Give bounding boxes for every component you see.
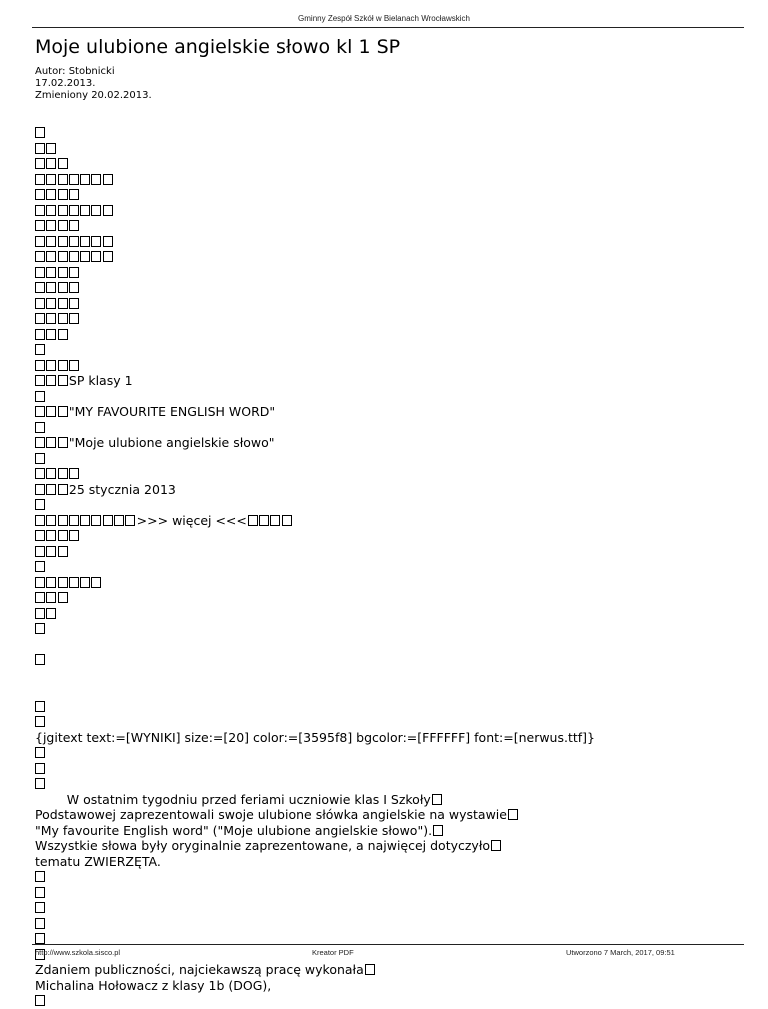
body-line [35,730,595,746]
missing-glyph-icon [35,918,45,929]
missing-glyph-icon [58,236,68,247]
body-line [35,358,595,374]
missing-glyph-icon [80,515,90,526]
missing-glyph-icon [80,251,90,262]
body-line [35,466,595,482]
missing-glyph-icon [58,468,68,479]
body-line [35,590,595,606]
missing-glyph-icon [46,468,56,479]
missing-glyph-icon [58,546,68,557]
body-line [35,296,595,312]
body-line [35,497,595,513]
missing-glyph-icon [46,174,56,185]
missing-glyph-icon [282,515,292,526]
missing-glyph-icon [91,515,101,526]
missing-glyph-icon [69,174,79,185]
missing-glyph-icon [58,158,68,169]
missing-glyph-icon [80,174,90,185]
missing-glyph-icon [35,437,45,448]
missing-glyph-icon [125,515,135,526]
missing-glyph-icon [103,205,113,216]
missing-glyph-icon [58,515,68,526]
body-text: Zdaniem publiczności, najciekawszą pracę wykonała [35,962,364,977]
missing-glyph-icon [35,375,45,386]
missing-glyph-icon [91,205,101,216]
missing-glyph-icon [35,887,45,898]
missing-glyph-icon [35,189,45,200]
body-line [35,854,595,870]
body-line [35,265,595,281]
missing-glyph-icon [35,499,45,510]
missing-glyph-icon [35,468,45,479]
missing-glyph-icon [58,375,68,386]
footer-created: Utworzono 7 March, 2017, 09:51 [566,948,675,957]
missing-glyph-icon [35,127,45,138]
missing-glyph-icon [46,205,56,216]
missing-glyph-icon [91,174,101,185]
missing-glyph-icon [46,484,56,495]
missing-glyph-icon [270,515,280,526]
missing-glyph-icon [46,592,56,603]
missing-glyph-icon [35,267,45,278]
body-line [35,559,595,575]
modified-line: Zmieniony 20.02.2013. [35,90,152,101]
missing-glyph-icon [103,236,113,247]
missing-glyph-icon [46,189,56,200]
body-line [35,528,595,544]
missing-glyph-icon [35,778,45,789]
missing-glyph-icon [46,360,56,371]
body-text: W ostatnim tygodniu przed feriami uczniowie klas I Szkoły [35,791,431,807]
missing-glyph-icon [35,158,45,169]
missing-glyph-icon [103,515,113,526]
missing-glyph-icon [80,577,90,588]
missing-glyph-icon [35,608,45,619]
missing-glyph-icon [69,577,79,588]
missing-glyph-icon [46,220,56,231]
body-text: "Moje ulubione angielskie słowo" [68,435,275,450]
body-line [35,745,595,761]
missing-glyph-icon [35,313,45,324]
missing-glyph-icon [35,422,45,433]
body-line [35,482,595,498]
missing-glyph-icon [91,577,101,588]
missing-glyph-icon [58,251,68,262]
body-text: SP klasy 1 [68,373,133,388]
body-line [35,280,595,296]
missing-glyph-icon [69,298,79,309]
missing-glyph-icon [35,282,45,293]
missing-glyph-icon [69,251,79,262]
missing-glyph-icon [46,608,56,619]
missing-glyph-icon [508,809,518,820]
missing-glyph-icon [46,158,56,169]
missing-glyph-icon [46,530,56,541]
missing-glyph-icon [35,902,45,913]
missing-glyph-icon [365,964,375,975]
missing-glyph-icon [46,546,56,557]
missing-glyph-icon [46,437,56,448]
body-text: "My favourite English word" ("Moje ulubione angielskie słowo"). [35,822,433,838]
missing-glyph-icon [58,577,68,588]
author-line: Autor: Stobnicki [35,66,115,77]
body-line [35,156,595,172]
missing-glyph-icon [35,515,45,526]
missing-glyph-icon [69,236,79,247]
missing-glyph-icon [69,313,79,324]
footer-divider [32,944,744,945]
missing-glyph-icon [58,220,68,231]
body-line [35,916,595,932]
missing-glyph-icon [103,251,113,262]
missing-glyph-icon [80,236,90,247]
body-line [35,187,595,203]
body-text: "MY FAVOURITE ENGLISH WORD" [68,404,276,419]
body-line [35,699,595,715]
missing-glyph-icon [432,794,442,805]
body-text: 25 stycznia 2013 [68,481,176,497]
body-line [35,311,595,327]
body-line [35,776,595,792]
missing-glyph-icon [35,577,45,588]
body-line [35,249,595,265]
missing-glyph-icon [69,282,79,293]
missing-glyph-icon [35,701,45,712]
missing-glyph-icon [69,530,79,541]
missing-glyph-icon [35,251,45,262]
body-line [35,125,595,141]
article-body [35,125,595,1009]
missing-glyph-icon [35,174,45,185]
missing-glyph-icon [80,205,90,216]
body-line [35,234,595,250]
missing-glyph-icon [35,406,45,417]
body-line [35,420,595,436]
missing-glyph-icon [58,437,68,448]
body-line [35,993,595,1009]
body-line [35,652,595,668]
missing-glyph-icon [35,329,45,340]
missing-glyph-icon [46,251,56,262]
body-text: >>> więcej <<< [136,512,247,528]
body-line [35,978,595,994]
footer-url: http://www.szkola.sisco.pl [35,948,121,957]
missing-glyph-icon [58,406,68,417]
body-text: Podstawowej zaprezentowali swoje ulubione słówka angielskie na wystawie [35,807,507,822]
missing-glyph-icon [35,143,45,154]
missing-glyph-icon [69,360,79,371]
missing-glyph-icon [58,329,68,340]
missing-glyph-icon [35,871,45,882]
missing-glyph-icon [35,205,45,216]
body-text: Wszystkie słowa były oryginalnie zaprezentowane, a najwięcej dotyczyło [35,838,491,853]
footer-generator: Kreator PDF [312,948,354,957]
body-line [35,637,595,653]
missing-glyph-icon [35,391,45,402]
missing-glyph-icon [91,251,101,262]
missing-glyph-icon [35,654,45,665]
header-divider [32,27,744,28]
missing-glyph-icon [69,220,79,231]
body-line [35,668,595,684]
missing-glyph-icon [35,344,45,355]
missing-glyph-icon [69,468,79,479]
missing-glyph-icon [35,623,45,634]
missing-glyph-icon [491,840,501,851]
missing-glyph-icon [35,220,45,231]
missing-glyph-icon [58,360,68,371]
missing-glyph-icon [35,561,45,572]
missing-glyph-icon [46,329,56,340]
body-line [35,141,595,157]
body-line [35,807,595,823]
body-line [35,869,595,885]
body-line [35,327,595,343]
body-line [35,900,595,916]
missing-glyph-icon [91,236,101,247]
missing-glyph-icon [46,267,56,278]
missing-glyph-icon [35,546,45,557]
article-meta [35,66,152,102]
body-line [35,885,595,901]
missing-glyph-icon [46,236,56,247]
body-line [35,792,595,808]
missing-glyph-icon [35,747,45,758]
body-line [35,575,595,591]
missing-glyph-icon [58,530,68,541]
missing-glyph-icon [35,995,45,1006]
missing-glyph-icon [259,515,269,526]
body-line [35,218,595,234]
body-line [35,513,595,529]
missing-glyph-icon [433,825,443,836]
missing-glyph-icon [58,267,68,278]
missing-glyph-icon [58,174,68,185]
missing-glyph-icon [69,515,79,526]
missing-glyph-icon [35,484,45,495]
body-line [35,962,595,978]
missing-glyph-icon [248,515,258,526]
missing-glyph-icon [69,267,79,278]
body-line [35,203,595,219]
missing-glyph-icon [35,933,45,944]
missing-glyph-icon [46,313,56,324]
body-line [35,451,595,467]
body-line [35,823,595,839]
body-text: {jgitext text:=[WYNIKI] size:=[20] color:=[3595f8] bgcolor:=[FFFFFF] font:=[nerwus.ttf]} [35,729,595,745]
missing-glyph-icon [69,189,79,200]
body-line [35,544,595,560]
body-line [35,389,595,405]
missing-glyph-icon [58,282,68,293]
missing-glyph-icon [58,592,68,603]
missing-glyph-icon [69,205,79,216]
body-line [35,172,595,188]
missing-glyph-icon [46,515,56,526]
missing-glyph-icon [46,143,56,154]
missing-glyph-icon [35,298,45,309]
missing-glyph-icon [103,174,113,185]
body-line [35,404,595,420]
missing-glyph-icon [46,406,56,417]
body-line [35,838,595,854]
missing-glyph-icon [58,313,68,324]
missing-glyph-icon [58,205,68,216]
body-line [35,714,595,730]
missing-glyph-icon [35,453,45,464]
body-text: Michalina Hołowacz z klasy 1b (DOG), [35,977,272,993]
missing-glyph-icon [46,577,56,588]
body-text: tematu ZWIERZĘTA. [35,853,161,869]
missing-glyph-icon [35,236,45,247]
page-title: Moje ulubione angielskie słowo kl 1 SP [35,36,401,58]
body-line [35,761,595,777]
body-line [35,373,595,389]
missing-glyph-icon [58,189,68,200]
body-line [35,683,595,699]
missing-glyph-icon [46,375,56,386]
missing-glyph-icon [35,360,45,371]
missing-glyph-icon [46,298,56,309]
missing-glyph-icon [58,484,68,495]
body-line [35,435,595,451]
body-line [35,621,595,637]
missing-glyph-icon [58,298,68,309]
body-line [35,342,595,358]
date-line: 17.02.2013. [35,78,96,89]
page-header: Gminny Zespół Szkół w Bielanach Wrocławskich [298,14,470,23]
body-line [35,606,595,622]
missing-glyph-icon [46,282,56,293]
missing-glyph-icon [35,763,45,774]
missing-glyph-icon [35,716,45,727]
missing-glyph-icon [114,515,124,526]
missing-glyph-icon [35,592,45,603]
missing-glyph-icon [35,530,45,541]
